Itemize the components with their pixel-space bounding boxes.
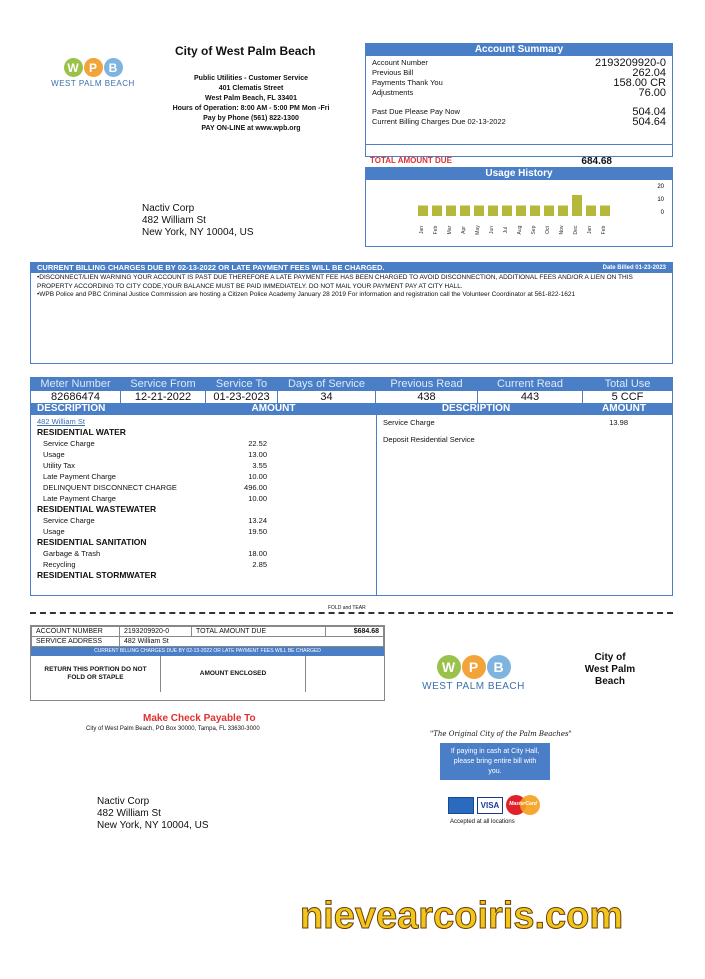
meter-header: Service From [121,378,206,391]
desc-header: DESCRIPTION [37,403,106,414]
payment-stub [30,625,385,701]
city-line: West Palm [584,664,636,675]
right-charge-row [383,417,628,428]
usage-bar-label: Aug [517,225,523,235]
account-summary-rows [366,56,672,127]
usage-bar [600,206,610,217]
address-line: 401 Clematis Street [218,85,284,92]
charge-amount: 18.00 [248,549,267,558]
address-line: West Palm Beach, FL 33401 [205,95,297,102]
summary-label: Current Billing Charges Due 02-13-2022 [372,117,506,126]
charge-line [37,449,367,460]
mastercard-label: MasterCard [509,801,537,807]
logo-letter-p: P [84,58,103,77]
charges-right [383,417,668,445]
charge-amount: 496.00 [244,483,267,492]
usage-bar-label: Mar [447,225,453,235]
mastercard-icon [506,795,540,815]
right-charge-amount: 13.98 [609,418,628,427]
logo-letter-w: W [437,655,461,679]
usage-bar-label: Sep [531,225,537,235]
make-check-address: City of West Palm Beach, PO Box 30000, Tampa, FL 33630-3000 [86,726,260,732]
logo-letter-p: P [462,655,486,679]
usage-bar-label: Feb [601,225,607,235]
charge-line [37,493,367,504]
address-line: Hours of Operation: 8:00 AM - 5:00 PM Mon -Fri [172,105,330,112]
charge-amount: 10.00 [248,494,267,503]
total-label: TOTAL AMOUNT DUE [370,156,452,165]
logo-letter-b: B [104,58,123,77]
summary-row [372,58,666,68]
logo-circles [64,58,123,77]
meter-value: 82686474 [31,391,121,404]
usage-bar [586,206,596,217]
meter-header: Previous Read [376,378,478,391]
notice-title: CURRENT BILLING CHARGES DUE BY 02-13-2022 OR LATE PAYMENT FEES WILL BE CHARGED. [37,263,385,272]
customer-city: New York, NY 10004, US [142,227,254,238]
usage-bar [432,206,442,217]
fold-text: FOLD and TEAR [325,605,369,611]
stub-account-label: ACCOUNT NUMBER [32,627,120,637]
charge-amount: 13.00 [248,450,267,459]
charge-groups [37,427,367,581]
charge-line [37,471,367,482]
summary-label: Account Number [372,58,428,67]
usage-axis-tick: 10 [657,197,664,203]
usage-bar-label: Apr [461,226,467,234]
usage-bar-label: Nov [559,225,565,235]
address-line: Public Utilities - Customer Service [194,75,308,82]
charge-line [37,526,367,537]
charge-label: Service Charge [43,439,95,448]
return-note: RETURN THIS PORTION DO NOT FOLD OR STAPLE [31,656,161,692]
charge-label: Late Payment Charge [43,494,116,503]
usage-bar [488,206,498,217]
summary-divider [366,144,672,145]
billing-notice [30,262,673,364]
charges-divider [376,415,377,595]
stub-bottom [31,656,384,692]
usage-bar [502,206,512,217]
stub-customer-address [97,796,209,832]
charge-label: Garbage & Trash [43,549,101,558]
summary-value: 504.04 [632,106,666,118]
logo-letter-b: B [487,655,511,679]
customer-street: 482 William St [142,215,206,226]
meter-value: 5 CCF [583,391,673,404]
meter-header: Current Read [478,378,583,391]
usage-bar-label: Feb [433,225,439,235]
total-amount-due [370,156,668,167]
charge-amount: 19.50 [248,527,267,536]
city-line: City of [594,652,626,663]
amex-icon [448,797,474,814]
charge-amount: 10.00 [248,472,267,481]
summary-label: Previous Bill [372,68,414,77]
usage-bar [446,206,456,217]
stub-city-name [580,652,640,688]
charge-label: Utility Tax [43,461,75,470]
logo-circles [437,655,511,679]
notice-text: •DISCONNECT/LIEN WARNING YOUR ACCOUNT IS PAST DUE THEREFORE A LATE PAYMENT FEE HAS BEEN CHARGED TO AVOID DISCONNECTION, ADDITIONAL FEES AND/OR A LIEN ON THIS PROPERTY ACCORDING TO CITY CODE,YOUR BALANCE MUST BE PAID IMMEDIATELY. DO NOT MAIL YOUR PAYMENT PAY AT CITY HALL. [37,274,633,290]
charge-amount: 3.55 [252,461,267,470]
logo-letter-w: W [64,58,83,77]
charge-line [37,460,367,471]
date-billed: Date Billed 01-23-2023 [602,265,666,271]
usage-axis-tick: 0 [660,210,664,216]
usage-bar [418,206,428,217]
amount-header: AMOUNT [251,403,296,414]
charge-label: DELINQUENT DISCONNECT CHARGE [43,483,177,492]
card-logos [448,795,540,815]
charge-category: RESIDENTIAL WASTEWATER [37,504,157,514]
summary-value: 262.04 [632,67,666,79]
usage-bar [516,206,526,217]
usage-bar [474,206,484,217]
usage-history [365,167,673,247]
right-charge-label: Deposit Residential Service [383,435,475,444]
stub-service-address: 482 William St [120,637,384,647]
amount-enclosed-field[interactable] [306,656,384,692]
charge-line [37,482,367,493]
usage-bar-label: Jan [419,225,425,235]
right-charge-label: Service Charge [383,418,435,427]
usage-bar-label: Dec [573,225,579,235]
usage-bar [460,206,470,217]
summary-value: 504.64 [632,116,666,128]
usage-bar-label: Oct [545,226,551,234]
summary-row [372,78,666,88]
cash-note: If paying in cash at City Hall, please bring entire bill with you. [440,743,550,780]
watermark: nievearcoiris.com [300,895,624,937]
utility-address [140,74,362,134]
customer-address [142,203,254,239]
usage-axis-tick: 20 [657,184,664,190]
meter-header: Service To [206,378,278,391]
charges-header [31,403,672,415]
fold-line [30,612,673,614]
meter-table [30,377,673,404]
charge-line [37,515,367,526]
charge-line [37,559,367,570]
summary-label: Past Due Please Pay Now [372,107,460,116]
wpb-logo [48,58,138,88]
summary-value: 2193209920-0 [595,57,666,69]
usage-bar-label: May [475,225,481,235]
meter-value: 34 [278,391,376,404]
city-line: Beach [594,676,625,687]
charge-amount: 2.85 [252,560,267,569]
notice-bar [31,263,672,273]
meter-value: 12-21-2022 [121,391,206,404]
accepted-note: Accepted at all locations [450,819,515,825]
charge-label: Usage [43,527,65,536]
meter-value: 438 [376,391,478,404]
notice-text: •WPB Police and PBC Criminal Justice Commission are hosting a Citizen Police Academy January 28 2019 For information and registration call the Volunteer Coordinator at 561-822-1621 [37,291,576,298]
usage-bar-label: Jul [503,226,509,234]
charge-amount: 22.52 [248,439,267,448]
charges-left [37,417,367,581]
charge-amount: 13.24 [248,516,267,525]
customer-city: New York, NY 10004, US [97,820,209,831]
customer-name: Nactiv Corp [142,203,195,214]
logo-text: WEST PALM BEACH [51,79,135,88]
visa-icon: VISA [477,797,503,814]
usage-bar-label: Jun [489,225,495,235]
logo-text: WEST PALM BEACH [422,681,525,692]
summary-value: 76.00 [638,87,666,99]
stub-service-label: SERVICE ADDRESS [32,637,120,647]
meter-value: 01-23-2023 [206,391,278,404]
amount-enclosed[interactable]: AMOUNT ENCLOSED [161,656,306,692]
address-line: PAY ON-LINE at www.wpb.org [201,125,301,132]
charge-category: RESIDENTIAL SANITATION [37,537,147,547]
usage-chart [366,180,672,246]
city-title: City of West Palm Beach [175,44,316,58]
stub-table [31,626,384,647]
stub-total-label: TOTAL AMOUNT DUE [192,627,326,637]
charge-category: RESIDENTIAL STORMWATER [37,570,157,580]
stub-account-number: 2193209920-0 [120,627,192,637]
meter-header: Total Use [583,378,673,391]
account-summary-title: Account Summary [366,44,672,56]
service-address-link[interactable]: 482 William St [37,417,85,426]
customer-street: 482 William St [97,808,161,819]
summary-value: 158.00 CR [613,77,666,89]
stub-total-value: $684.68 [325,627,383,637]
usage-bar [558,206,568,217]
meter-header: Meter Number [31,378,121,391]
summary-label: Adjustments [372,88,414,97]
meter-header: Days of Service [278,378,376,391]
make-check-title: Make Check Payable To [143,713,256,724]
usage-bar [544,206,554,217]
charge-line [37,548,367,559]
charge-label: Service Charge [43,516,95,525]
desc-header-right: DESCRIPTION [441,403,511,414]
summary-row [372,117,666,127]
amount-header-right: AMOUNT [602,403,646,414]
charge-category: RESIDENTIAL WATER [37,427,126,437]
stub-warning: CURRENT BILLING CHARGES DUE BY 02-13-2022 OR LATE PAYMENT FEES WILL BE CHARGED [31,647,384,656]
usage-history-title: Usage History [366,168,672,180]
wpb-logo-stub [416,655,531,692]
charge-label: Late Payment Charge [43,472,116,481]
usage-bar [572,195,582,216]
summary-row [372,88,666,98]
meter-value: 443 [478,391,583,404]
address-line: Pay by Phone (561) 822-1300 [203,115,299,122]
usage-bar-label: Jan [587,225,593,235]
summary-label: Payments Thank You [372,78,443,87]
account-summary [365,43,673,157]
total-value: 684.68 [581,156,612,167]
customer-name: Nactiv Corp [97,796,150,807]
charge-line [37,438,367,449]
slogan: "The Original City of the Palm Beaches" [430,730,572,738]
charge-label: Recycling [43,560,76,569]
charge-label: Usage [43,450,65,459]
charges-section [30,403,673,596]
usage-bar [530,206,540,217]
summary-row [372,107,666,117]
